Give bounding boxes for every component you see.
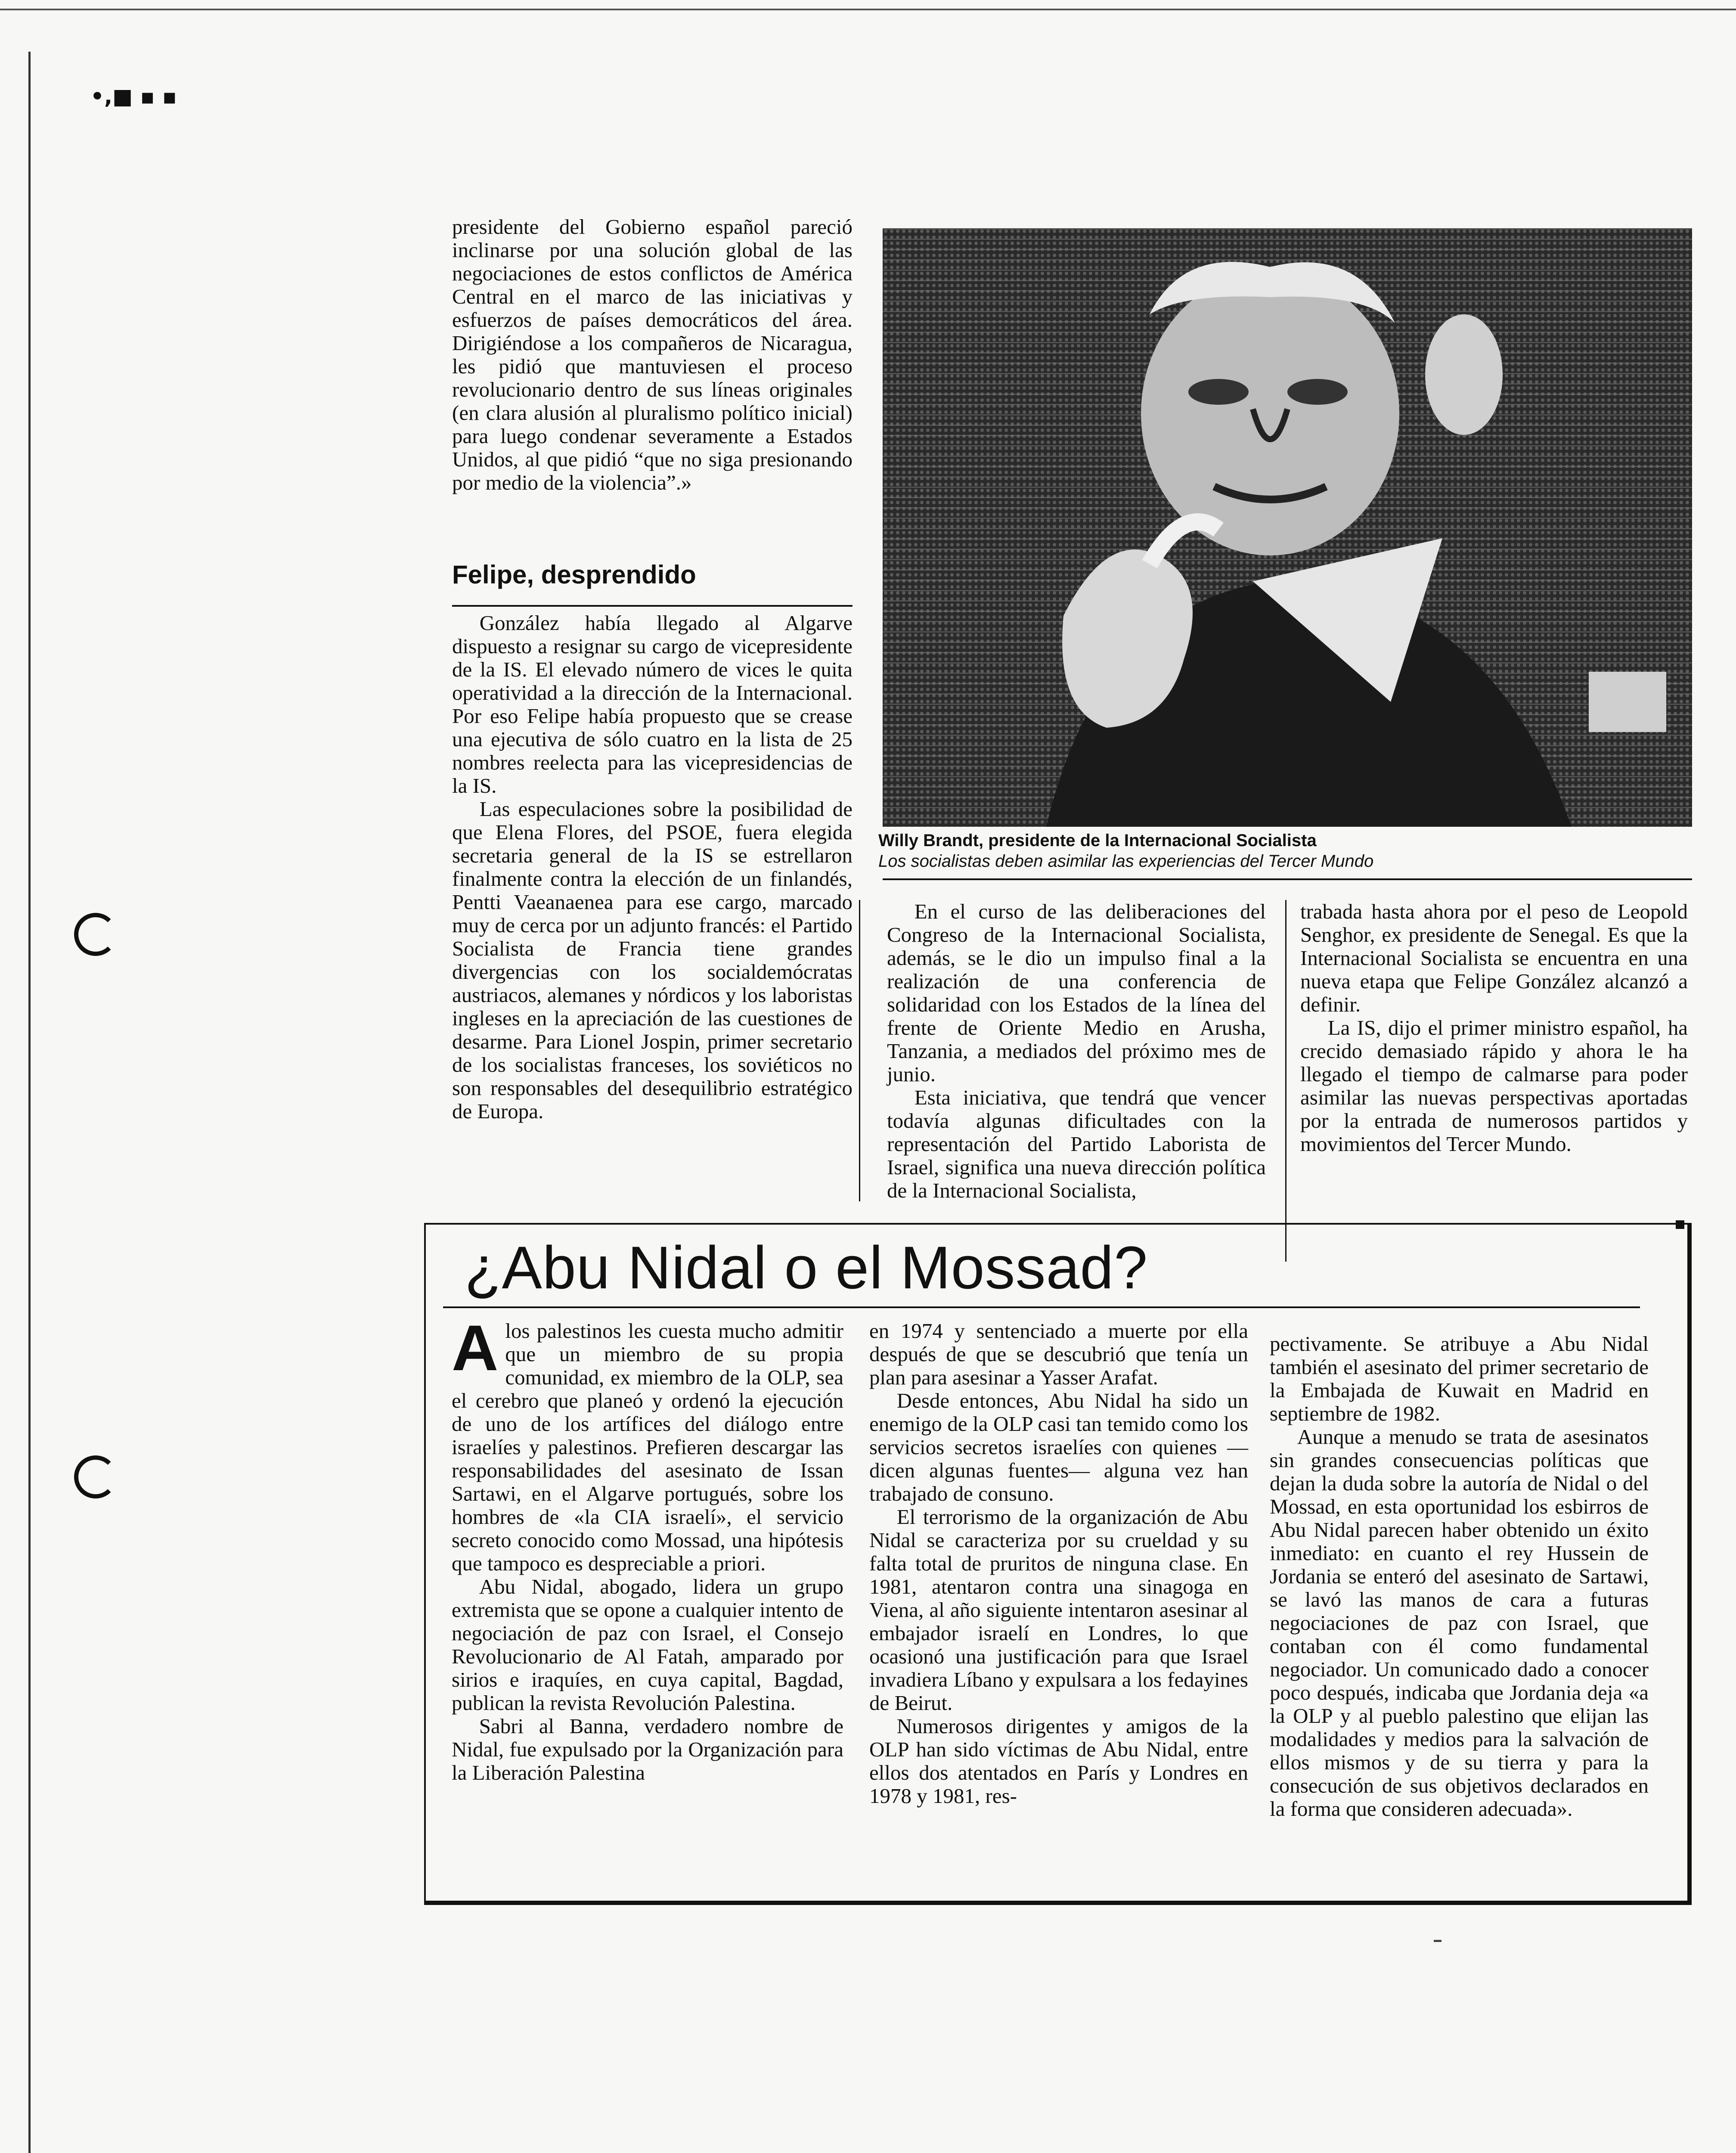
box-paragraph: en 1974 y sentenciado a muerte por ella después de que se descubrió que tenía un plan para asesinar a Yasser Arafat. (869, 1319, 1248, 1389)
left-border-line (28, 52, 31, 2153)
box-paragraph: Abu Nidal, abogado, lidera un grupo extremista que se opone a cualquier intento de negociación de paz con Israel, el Consejo Revolucionario de Al Fatah, amparado por sirios e iraquíes, en cuya capital, Bagdad, publican la revista Revolución Palestina. (452, 1575, 843, 1715)
binder-hole-top (74, 913, 117, 956)
right-column (1300, 900, 1688, 1156)
middle-paragraph: Esta iniciativa, que tendrá que vencer todavía algunas dificultades con la representación del Partido Laborista de Israel, significa una nueva dirección política de la Internacional Socialista, (887, 1086, 1266, 1202)
middle-column (887, 900, 1266, 1202)
box-title-rule (443, 1306, 1640, 1308)
binder-hole-bottom (74, 1455, 117, 1498)
column-divider (1285, 900, 1286, 1262)
box-paragraph: Numerosos dirigentes y amigos de la OLP han sido víctimas de Abu Nidal, entre ellos dos atentados en París y Londres en 1978 y 1981, res- (869, 1714, 1248, 1808)
willy-brandt-photo (883, 228, 1692, 827)
photo-caption-line: Los socialistas deben asimilar las experiencias del Tercer Mundo (878, 852, 1374, 871)
photo-illustration (883, 228, 1692, 827)
left-paragraph: González había llegado al Algarve dispuesto a resignar su cargo de vicepresidente de la IS. El elevado número de vices le quita operatividad a la dirección de la Internacional. Por eso Felipe había propuesto que se crease una ejecutiva de sólo cuatro en la lista de 25 nombres reelecta para las vicepresidencias de la IS. (452, 611, 852, 797)
right-paragraph: La IS, dijo el primer ministro español, ha crecido demasiado rápido y ahora le ha llegado el tiempo de calmarse para poder asimilar las nuevas perspectivas aportadas por la entrada de numerosos partidos y movimientos del Tercer Mundo. (1300, 1016, 1688, 1156)
box-column-2 (869, 1319, 1248, 1808)
box-title: ¿Abu Nidal o el Mossad? (465, 1234, 1148, 1301)
corner-marks: •,■ ▪ ▪ (90, 84, 177, 109)
subhead-rule (452, 605, 852, 607)
left-column-body (452, 611, 852, 1123)
dropcap: A (452, 1312, 499, 1384)
box-paragraph: El terrorismo de la organización de Abu Nidal se caracteriza por su crueldad y su falta total de pruritos de ninguna clase. En 1981, atentaron contra una sinagoga en Viena, al año siguiente intentaron asesinar al embajador israelí en Londres, lo que ocasionó una justificación para que Israel invadiera Líbano y expulsara a los fedayines de Beirut. (869, 1505, 1248, 1715)
subhead-felipe: Felipe, desprendido (452, 560, 696, 589)
box-col1-first-paragraph (452, 1312, 843, 1575)
left-intro-paragraph: presidente del Gobierno español pareció inclinarse por una solución global de las negociaciones de estos conflictos de América Central en el marco de las iniciativas y esfuerzos de países democráticos del área. Dirigiéndose a los compañeros de Nicaragua, les pidió que mantuviesen el proceso revolucionario dentro de sus líneas originales (en clara alusión al pluralismo político inicial) para luego condenar severamente a Estados Unidos, al que pidió “que no siga presionando por medio de la violencia”.» (452, 215, 852, 494)
photo-caption-credit: Willy Brandt, presidente de la Internacional Socialista (878, 831, 1317, 850)
column-divider (859, 900, 860, 1201)
box-col1-first-text: los palestinos les cuesta mucho admitir que un miembro de su propia comunidad, ex miembro de la OLP, sea el cerebro que planeó y ordenó la ejecución de uno de los artífices del diálogo entre israelíes y palestinos. Prefieren descargar las responsabilidades del asesinato de Issan Sartawi, en el Algarve portugués, sobre los hombres de «la CIA israelí», el servicio secreto conocido como Mossad, una hipótesis que tampoco es despreciable a priori. (452, 1319, 843, 1575)
box-column-3 (1270, 1332, 1649, 1821)
caption-rule (883, 878, 1692, 880)
stray-mark (1434, 1940, 1442, 1942)
left-column (452, 215, 852, 494)
photo-caption (878, 830, 1696, 872)
box-paragraph: Aunque a menudo se trata de asesinatos sin grandes consecuencias políticas que dejan la duda sobre la autoría de Nidal o del Mossad, en esta oportunidad los esbirros de Abu Nidal parecen haber obtenido un éxito inmediato: en cuanto el rey Hussein de Jordania se enteró del asesinato de Sartawi, se lavó las manos de cara a futuras negociaciones de paz con Israel, que contaban con él como fundamental negociador. Un comunicado dado a conocer poco después, indicaba que Jordania deja «a la OLP y al pueblo palestino que elijan las modalidades y medios para la salvación de ellos mismos y de su tierra y para la consecución de sus objetivos declarados en la forma que consideren adecuada». (1270, 1425, 1649, 1821)
box-column-1 (452, 1312, 843, 1784)
box-paragraph: pectivamente. Se atribuye a Abu Nidal también el asesinato del primer secretario de la Embajada de Kuwait en Madrid en septiembre de 1982. (1270, 1332, 1649, 1425)
left-paragraph: Las especulaciones sobre la posibilidad de que Elena Flores, del PSOE, fuera elegida secretaria general de la IS se estrellaron finalmente contra la elección de un finlandés, Pentti Vaeanaenea para ese cargo, marcado muy de cerca por un adjunto francés: el Partido Socialista de Francia tiene grandes divergencias con los socialdemócratas austriacos, alemanes y nórdicos y los laboristas ingleses en la apreciación de las cuestiones de desarme. Para Lionel Jospin, primer secretario de los socialistas franceses, los soviéticos no son responsables del desequilibrio estratégico de Europa. (452, 797, 852, 1123)
right-paragraph: trabada hasta ahora por el peso de Leopold Senghor, ex presidente de Senegal. Es que la Internacional Socialista se encuentra en una nueva etapa que Felipe González alcanzó a definir. (1300, 900, 1688, 1016)
box-paragraph: Sabri al Banna, verdadero nombre de Nidal, fue expulsado por la Organización para la Liberación Palestina (452, 1714, 843, 1784)
middle-paragraph: En el curso de las deliberaciones del Congreso de la Internacional Socialista, además, se le dio un impulso final a la realización de una conferencia de solidaridad con los Estados de la línea del frente de Oriente Medio en Arusha, Tanzania, a mediados del próximo mes de junio. (887, 900, 1266, 1086)
sidebar-box (424, 1223, 1692, 1905)
box-paragraph: Desde entonces, Abu Nidal ha sido un enemigo de la OLP casi tan temido como los servicios secretos israelíes con quienes —dicen algunas fuentes— alguna vez han trabajado de consuno. (869, 1389, 1248, 1505)
top-border-line (0, 9, 1736, 10)
